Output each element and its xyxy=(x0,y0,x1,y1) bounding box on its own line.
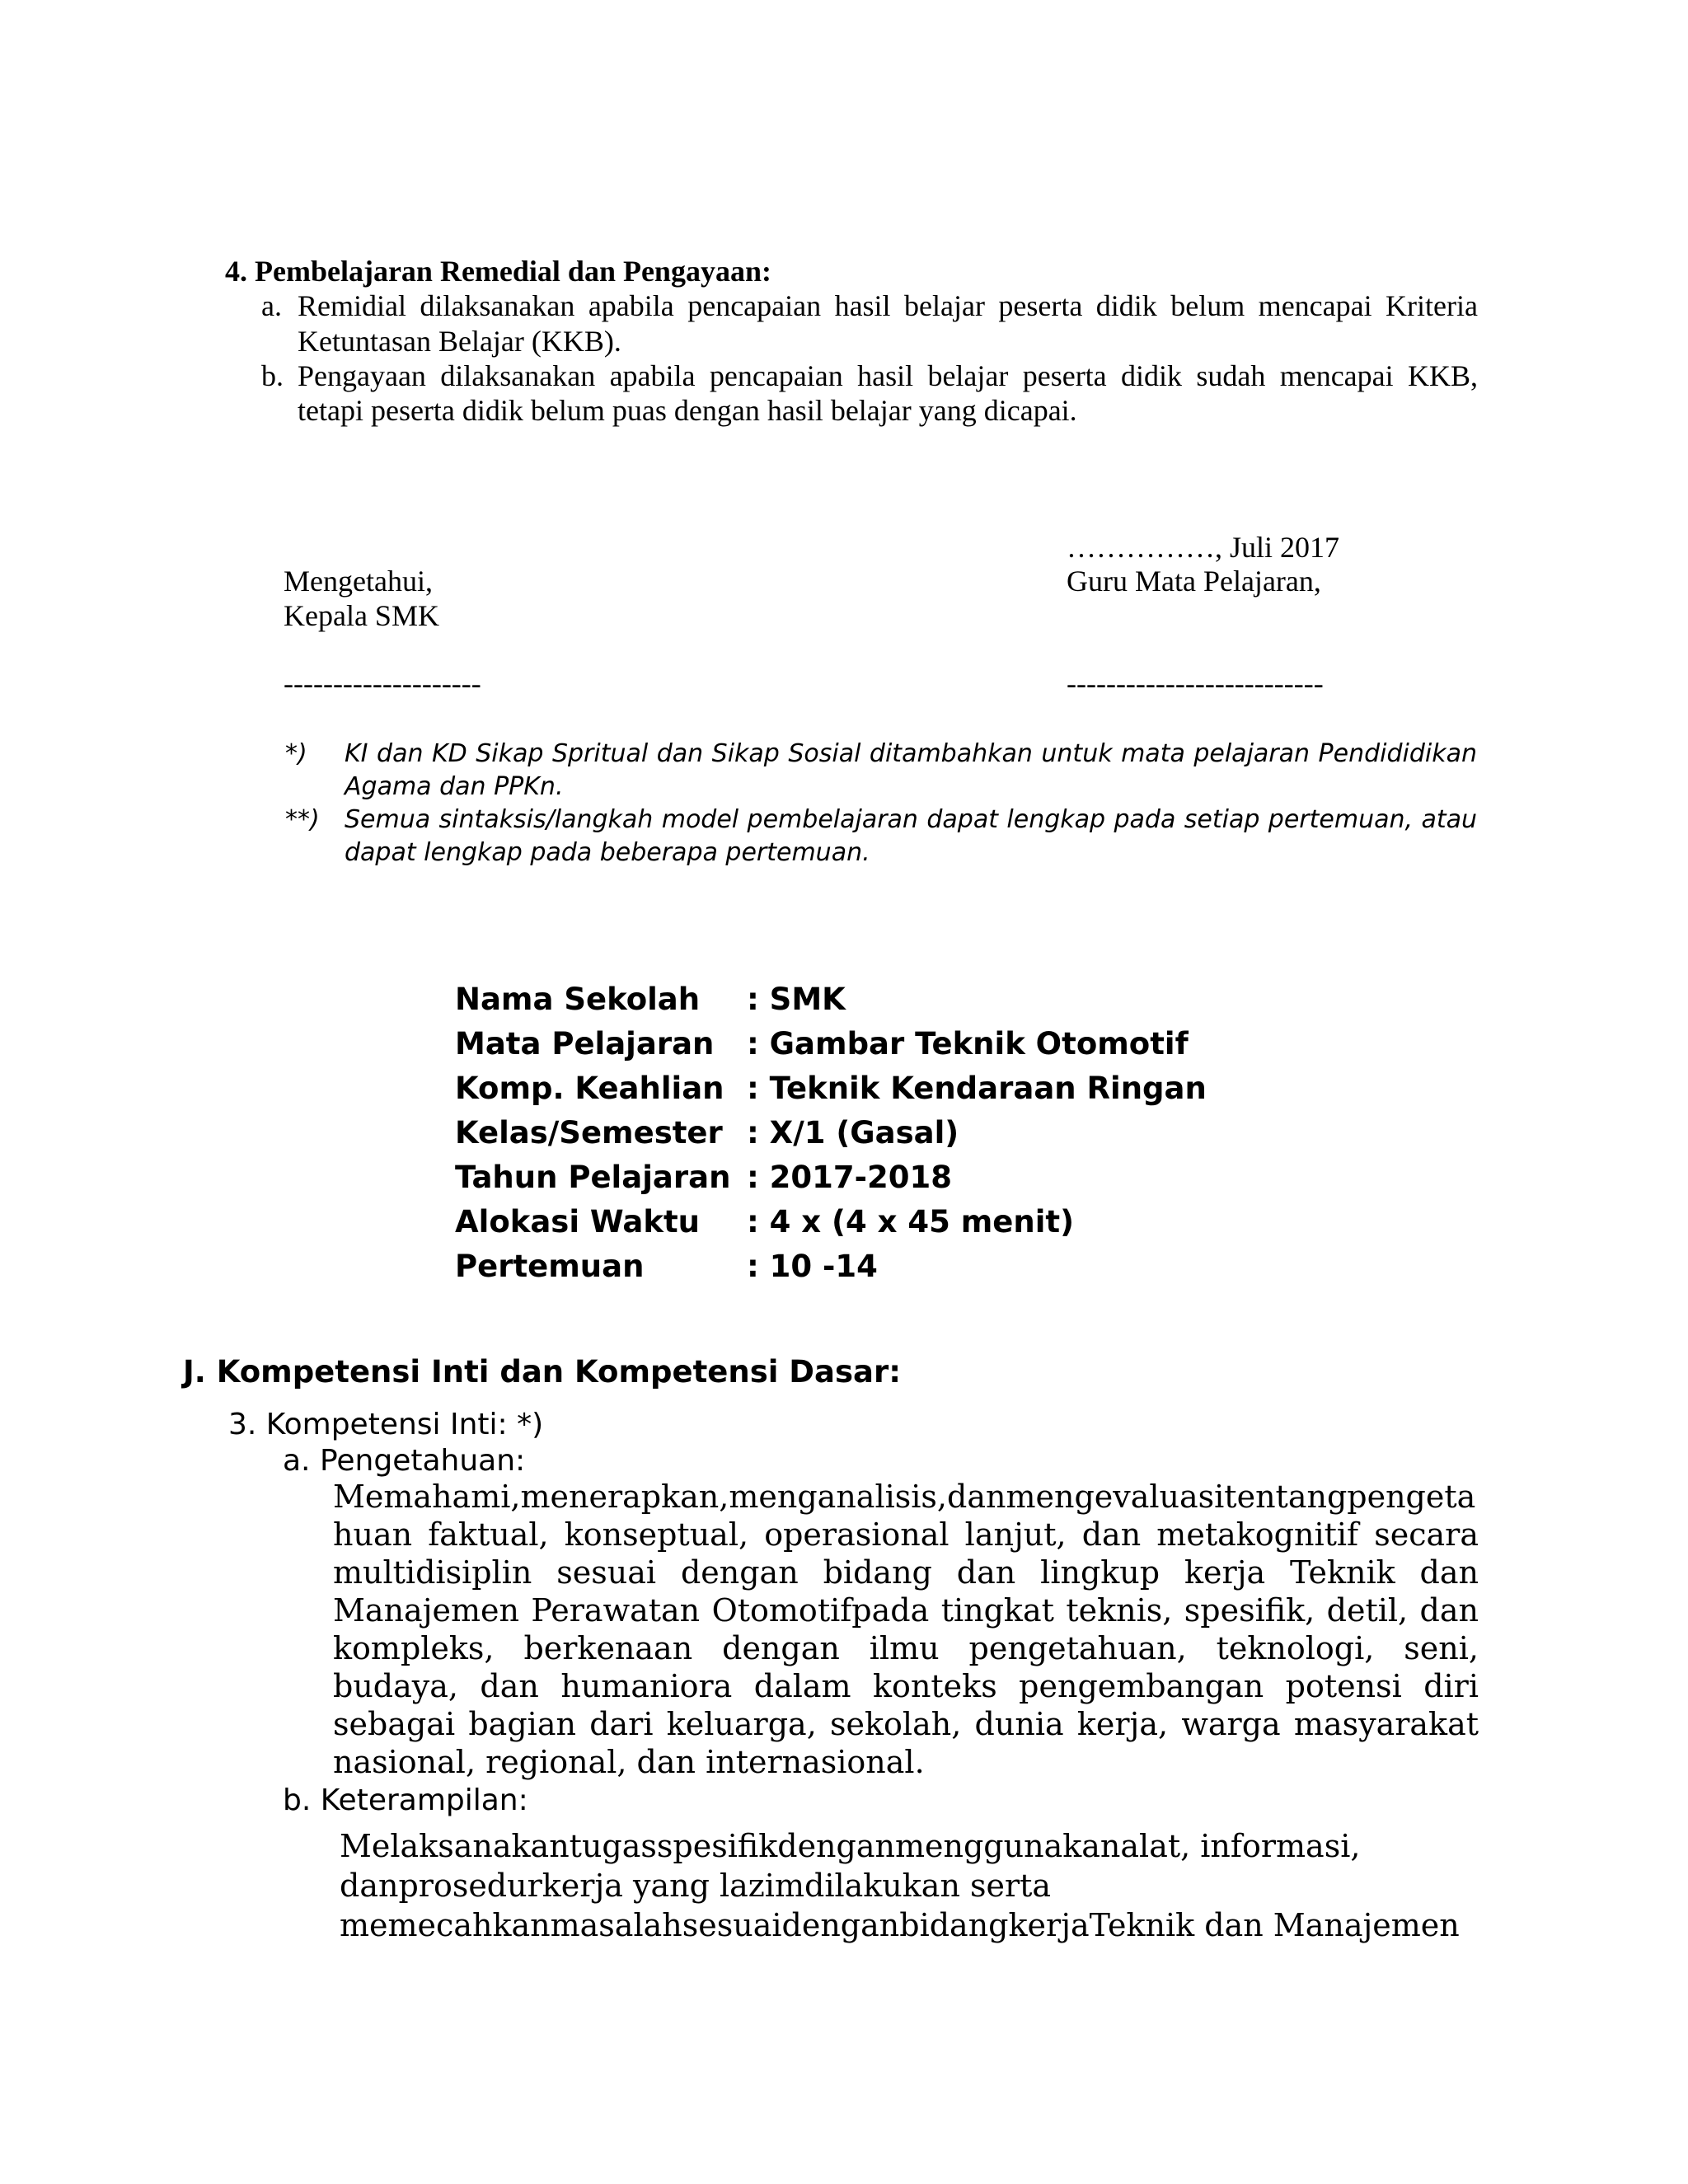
skills-line: memecahkanmasalahsesuaidenganbidangkerjaTeknik dan Manajemen xyxy=(340,1907,1460,1943)
identity-value: : X/1 (Gasal) xyxy=(747,1115,959,1151)
knowledge-line: Memahami,menerapkan,menganalisis,danmengevaluasitentangpengeta xyxy=(333,1479,1476,1515)
signature-left-line-2: Kepala SMK xyxy=(284,599,439,632)
signature-left-blank: -------------------- xyxy=(284,667,481,700)
identity-value: : 2017-2018 xyxy=(747,1160,952,1195)
enrichment-line-2: tetapi peserta didik belum puas dengan hasil belajar yang dicapai. xyxy=(298,394,1077,427)
identity-value: : 4 x (4 x 45 menit) xyxy=(747,1204,1074,1240)
identity-label: Alokasi Waktu xyxy=(455,1204,700,1240)
knowledge-line: nasional, regional, dan internasional. xyxy=(333,1744,925,1780)
knowledge-line: Manajemen Perawatan Otomotifpada tingkat teknis, spesifik, detil, dan xyxy=(333,1592,1479,1629)
identity-value: : Gambar Teknik Otomotif xyxy=(747,1026,1189,1062)
note-2-line-2: dapat lengkap pada beberapa pertemuan. xyxy=(345,838,870,867)
knowledge-line: multidisiplin sesuai dengan bidang dan lingkup kerja Teknik dan xyxy=(333,1554,1479,1591)
signature-right-line-1: Guru Mata Pelajaran, xyxy=(1067,565,1321,598)
knowledge-line: sebagai bagian dari keluarga, sekolah, dunia kerja, warga masyarakat xyxy=(333,1706,1479,1742)
identity-value: : SMK xyxy=(747,982,846,1017)
knowledge-line: huan faktual, konseptual, operasional lanjut, dan metakognitif secara xyxy=(333,1516,1479,1553)
remedial-line-2: Ketuntasan Belajar (KKB). xyxy=(298,325,621,358)
enrichment-line-1: Pengayaan dilaksanakan apabila pencapaian hasil belajar peserta didik sudah mencapai KKB, xyxy=(298,359,1478,392)
note-1-line-2: Agama dan PPKn. xyxy=(345,772,564,801)
knowledge-label: a. Pengetahuan: xyxy=(283,1444,526,1478)
section-j-heading: J. Kompetensi Inti dan Kompetensi Dasar: xyxy=(183,1354,902,1390)
identity-label: Komp. Keahlian xyxy=(455,1071,724,1106)
skills-label: b. Keterampilan: xyxy=(283,1783,528,1817)
note-2-marker: **) xyxy=(285,805,320,834)
knowledge-line: budaya, dan humaniora dalam konteks pengembangan potensi diri xyxy=(333,1668,1479,1704)
note-1-line-1: KI dan KD Sikap Spritual dan Sikap Sosial ditambahkan untuk mata pelajaran Pendididikan xyxy=(345,739,1477,768)
identity-label: Pertemuan xyxy=(455,1249,645,1284)
identity-value: : 10 -14 xyxy=(747,1249,878,1284)
item-a-marker: a. xyxy=(261,289,282,322)
identity-value: : Teknik Kendaraan Ringan xyxy=(747,1071,1207,1106)
signature-right-blank: -------------------------- xyxy=(1067,667,1324,700)
note-1-marker: *) xyxy=(285,739,307,768)
item-b-marker: b. xyxy=(261,359,284,392)
identity-label: Nama Sekolah xyxy=(455,982,701,1017)
ki-heading: 3. Kompetensi Inti: *) xyxy=(228,1408,544,1441)
identity-label: Mata Pelajaran xyxy=(455,1026,715,1062)
note-2-line-1: Semua sintaksis/langkah model pembelajaran dapat lengkap pada setiap pertemuan, atau xyxy=(345,805,1477,834)
skills-line: Melaksanakantugasspesifikdenganmenggunakanalat, informasi, xyxy=(340,1828,1361,1864)
identity-label: Tahun Pelajaran xyxy=(455,1160,731,1195)
remedial-line-1: Remidial dilaksanakan apabila pencapaian hasil belajar peserta didik belum mencapai Kriteria xyxy=(298,289,1478,322)
knowledge-line: kompleks, berkenaan dengan ilmu pengetahuan, teknologi, seni, xyxy=(333,1630,1479,1666)
skills-line: danprosedurkerja yang lazimdilakukan serta xyxy=(340,1868,1052,1904)
identity-label: Kelas/Semester xyxy=(455,1115,723,1151)
section-4-heading: 4. Pembelajaran Remedial dan Pengayaan: xyxy=(225,255,771,288)
signature-left-line-1: Mengetahui, xyxy=(284,565,433,598)
signature-date: ……………, Juli 2017 xyxy=(1067,531,1340,564)
